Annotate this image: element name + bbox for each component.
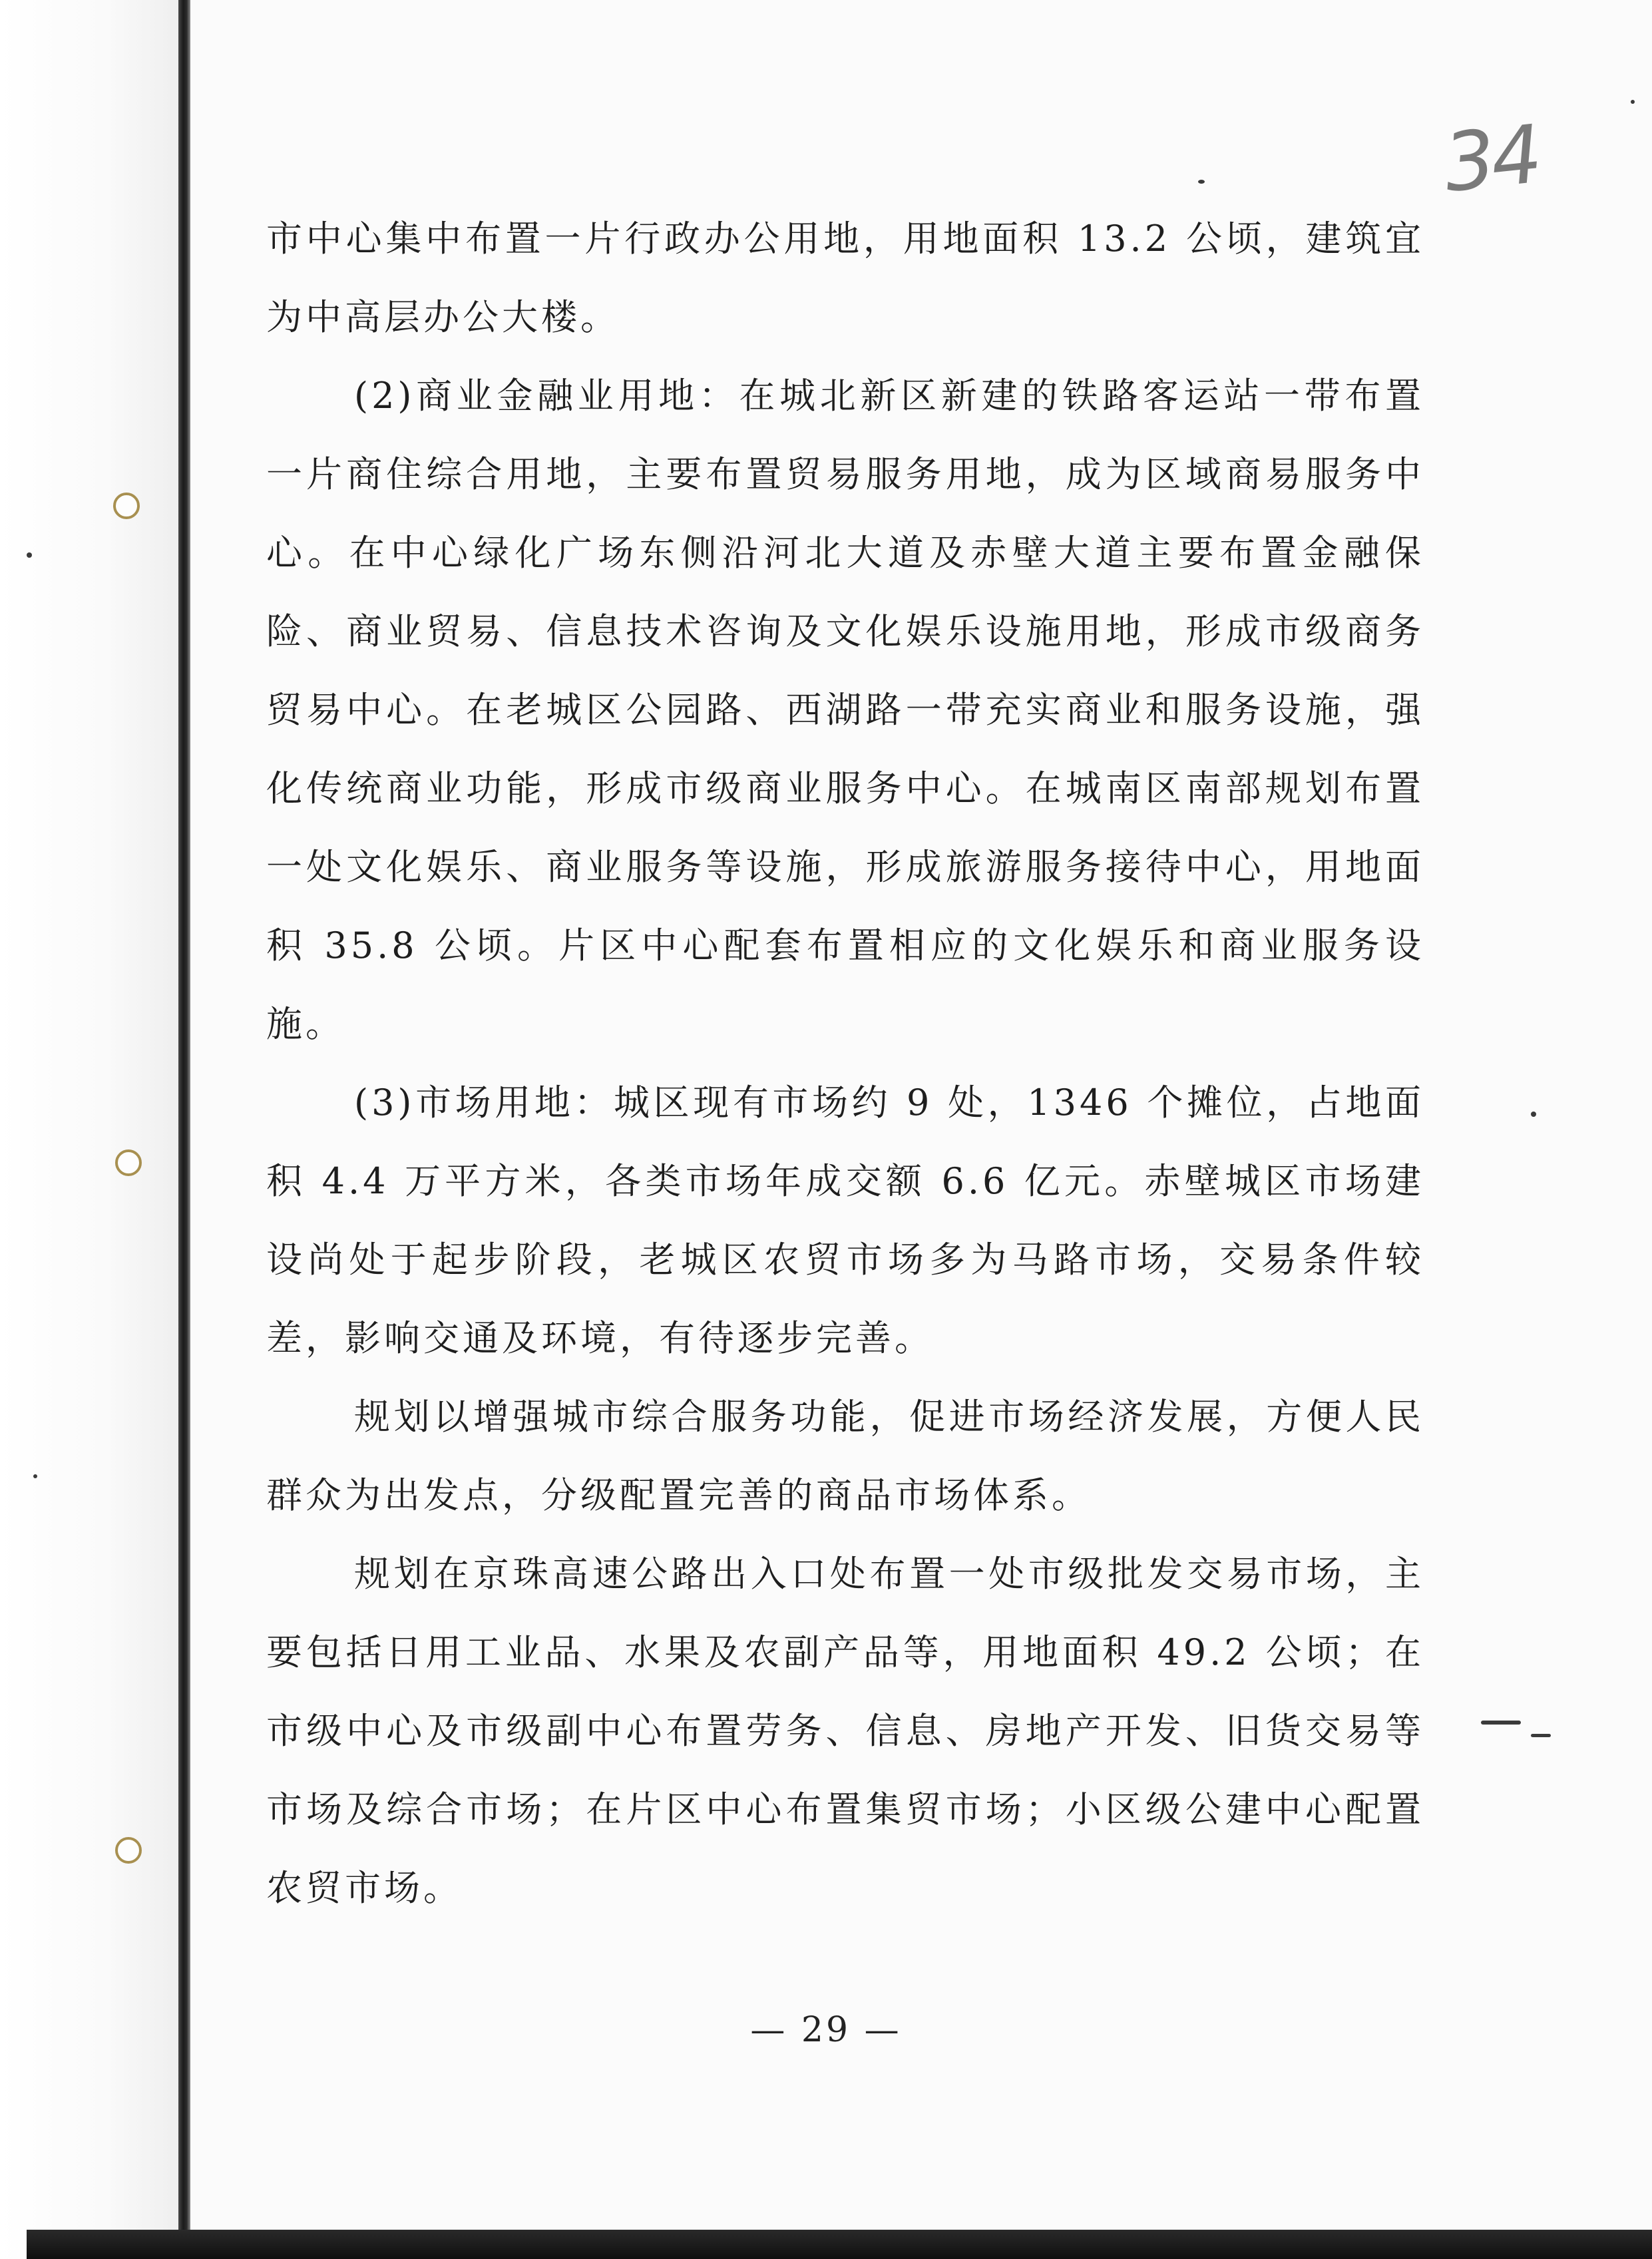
scanner-bottom-edge — [27, 2230, 1652, 2259]
scan-speck — [33, 1474, 37, 1478]
paragraph-admin-land: 市中心集中布置一片行政办公用地，用地面积 13.2 公顷，建筑宜为中高层办公大楼。 — [266, 218, 1424, 338]
paragraph-wholesale-market: 规划在京珠高速公路出入口处布置一处市级批发交易市场，主要包括日用工业品、水果及农副产品等，用地面积 49.2 公顷；在市级中心及市级副中心布置劳务、信息、房地产开发、旧货交易等市场及综合市场；在片区中心布置集贸市场；小区级公建中心配置农贸市场。 — [266, 1553, 1424, 1909]
scan-speck — [27, 552, 32, 558]
body-text — [266, 200, 1424, 1928]
scan-speck — [1531, 1112, 1536, 1117]
paragraph-market-system: 规划以增强城市综合服务功能，促进市场经济发展，方便人民群众为出发点，分级配置完善的商品市场体系。 — [266, 1396, 1424, 1516]
scan-speck — [1481, 1721, 1521, 1725]
page-number: — 29 — — [750, 2010, 902, 2050]
binding-shadow — [0, 0, 178, 2259]
punch-hole — [115, 1149, 142, 1176]
punch-hole — [115, 1837, 142, 1864]
punch-hole — [113, 493, 140, 519]
scan-speck — [1631, 100, 1635, 104]
scan-speck — [1531, 1734, 1551, 1737]
scan-speck — [1198, 180, 1205, 184]
paragraph-market-land: (3)市场用地：城区现有市场约 9 处，1346 个摊位，占地面积 4.4 万平方米，各类市场年成交额 6.6 亿元。赤壁城区市场建设尚处于起步阶段，老城区农贸市场多为马路市场，交易条件较差，影响交通及环境，有待逐步完善。 — [266, 1082, 1424, 1359]
handwritten-page-mark: 34 — [1440, 108, 1543, 210]
binding-edge — [178, 0, 190, 2259]
paragraph-commercial-finance: (2)商业金融业用地：在城北新区新建的铁路客运站一带布置一片商住综合用地，主要布置贸易服务用地，成为区域商易服务中心。在中心绿化广场东侧沿河北大道及赤壁大道主要布置金融保险、商业贸易、信息技术咨询及文化娱乐设施用地，形成市级商务贸易中心。在老城区公园路、西湖路一带充实商业和服务设施，强化传统商业功能，形成市级商业服务中心。在城南区南部规划布置一处文化娱乐、商业服务等设施，形成旅游服务接待中心，用地面积 35.8 公顷。片区中心配套布置相应的文化娱乐和商业服务设施。 — [266, 375, 1424, 1045]
